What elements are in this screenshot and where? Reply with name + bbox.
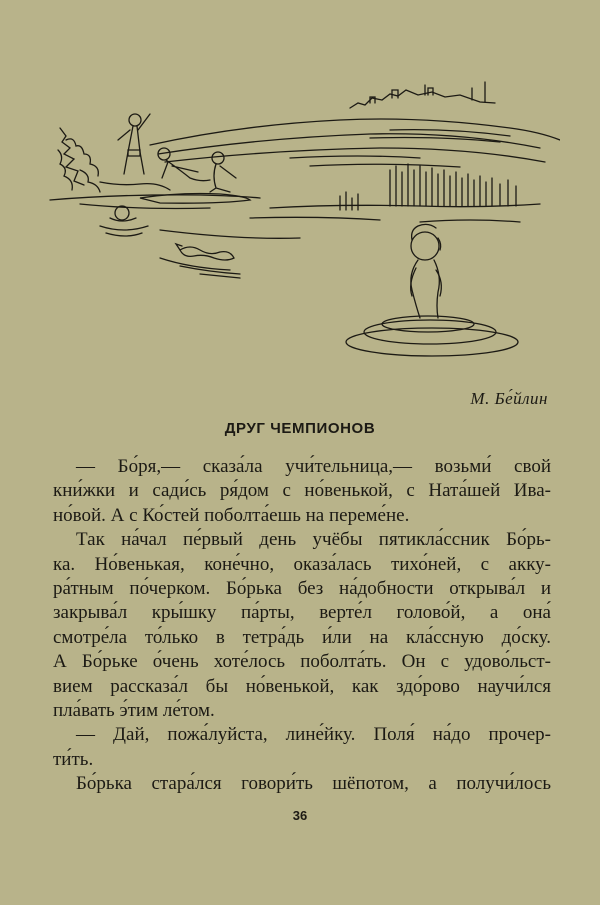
text-line: но́вой. А с Ко́стей поболта́ешь на переме́не.	[53, 504, 410, 526]
text-line: Так на́чал пе́рвый день учёбы пятикла́ссник Бо́рь-	[76, 529, 551, 551]
text-line: А Бо́рьке о́чень хоте́лось поболта́ть. Он с удово́льст-	[53, 651, 551, 673]
text-line: пла́вать э́тим ле́том.	[53, 699, 215, 721]
text-line: Бо́рька стара́лся говори́ть шёпотом, а получи́лось	[76, 773, 551, 795]
text-line: — Бо́ря,— сказа́ла учи́тельница,— возьми́ свой	[76, 456, 551, 477]
text-line: ра́тным по́черком. Бо́рька без на́добности открыва́л и	[53, 577, 551, 599]
text-line: закрыва́л кры́шку па́рты, верте́л голово́й, а она́	[53, 602, 551, 624]
text-line: кни́жки и сади́сь ря́дом с но́венькой, с Ната́шей Ива-	[53, 480, 551, 502]
page-number: 36	[292, 808, 308, 823]
story-title: ДРУГ ЧЕМПИОНОВ	[224, 420, 376, 437]
text-line: ти́ть.	[53, 748, 94, 770]
story-text	[53, 455, 551, 796]
text-line: — Дай, пожа́луйста, лине́йку. Поля́ на́до прочер-	[76, 724, 551, 746]
text-line: смотре́ла то́лько в тетра́дь и́ли на кла́ссную до́ску.	[53, 626, 551, 648]
author-name: М. Бе́йлин	[470, 389, 548, 408]
text-line: вием рассказа́л бы но́венькой, как здо́рово научи́лся	[53, 675, 551, 697]
text-line: ка. Но́венькая, коне́чно, оказа́лась тихо́ней, с акку-	[53, 553, 551, 575]
swimming-children-illustration	[40, 70, 560, 360]
